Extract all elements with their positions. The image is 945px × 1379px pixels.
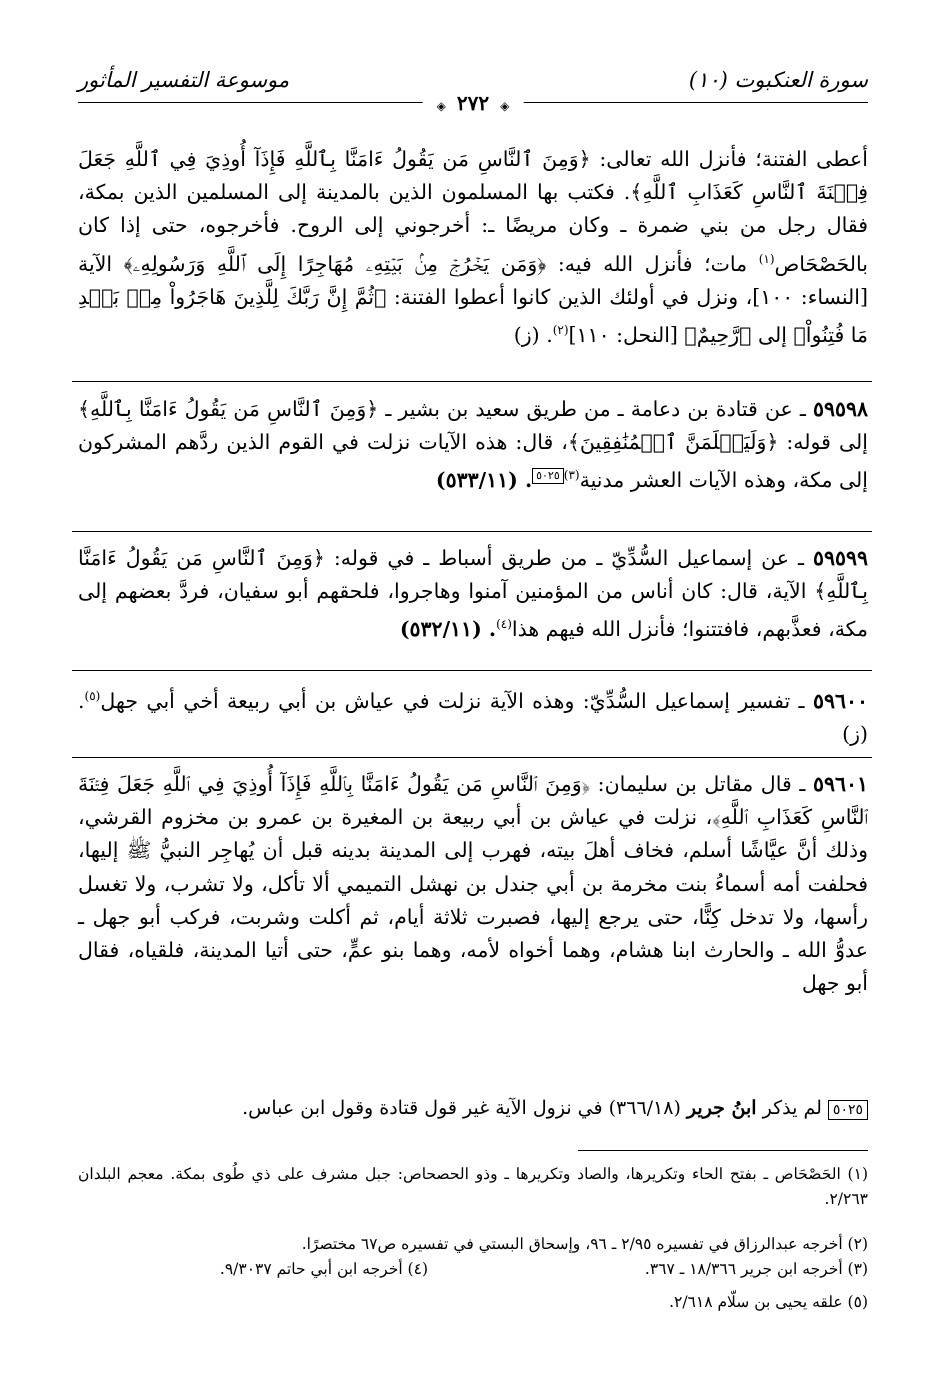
footnote-4: (٤) أخرجه ابن أبي حاتم ٩/٣٠٣٧. [219,1260,428,1278]
separator [72,531,872,532]
paragraph-end: . (ز) [78,688,868,747]
footnote-1: (١) الحَصْحَاص ـ بفتح الحاء وتكريرها، والصاد وتكريرها ـ وذو الحصحاص: جبل مشرف على ذي طُوى بمكة. معجم البلدان ٢/٢٦٣. [78,1165,868,1208]
footnote-5: (٥) علقه يحيى بن سلّام ٢/٦١٨. [669,1293,868,1311]
surah-title: سورة العنكبوت (١٠) [688,68,868,92]
paragraph-text: أعطى الفتنة؛ فأنزل الله تعالى: ﴿وَمِنَ ٱلنَّاسِ مَن يَقُولُ ءَامَنَّا بِٱللَّهِ فَإِذَآ أُوذِيَ فِي ٱللَّهِ جَعَلَ فِتۡنَةَ ٱلنَّاسِ كَعَذَابِ ٱللَّهِ﴾. فكتب بها المسلمون الذين بالمدينة إلى المسلمين الذين بمكة، فقال رجل من بني ضمرة ـ وكان مريضًا ـ: أخرجوني إلى الروح. فأخرجوه، حتى إذا كان بالحَصْحَاص [78,147,868,276]
footnote-ref: (٢) [552,322,569,337]
separator [72,381,872,382]
footnote-rule [578,1150,868,1151]
ornament-icon: ◈ [500,99,510,113]
footnote-2: (٢) أخرجه عبدالرزاق في تفسيره ٢/٩٥ ـ ٩٦، وإسحاق البستي في تفسيره ص٦٧ مختصرًا. [301,1235,868,1253]
volume-ref: . (٥٣٣/١١) [435,468,533,493]
footnote-ref: (٥) [84,689,101,703]
commentary-ref-box: ٥٠٢٥ [532,468,564,484]
page-number-box [423,91,524,115]
footnote-ref: (٣) [563,468,580,483]
narration-number: ٥٩٥٩٩ [812,546,868,570]
commentary-note [130,1094,868,1122]
separator [72,670,872,671]
ornament-icon: ◈ [436,99,446,113]
page-number: ٢٧٢ [456,91,490,115]
paragraph-end: . (ز) [513,322,553,347]
narration-59600 [78,680,868,751]
footnote-ref: (١) [758,251,775,266]
narration-text: ـ عن إسماعيل السُّدِّيّ ـ من طريق أسباط ـ في قوله: ﴿وَمِنَ ٱلنَّاسِ مَن يَقُولُ ءَامَنَّا بِٱللَّهِ﴾ الآية، قال: كان أناس من المؤمنين آمنوا وهاجروا، فلحقهم أبو سفيان، فردَّ بعضهم إلى مكة، فعذَّبهم، فافتتنوا؛ فأنزل الله فيهم هذا [78,546,868,642]
volume-ref: . (٥٣٢/١١) [399,617,497,642]
book-title: موسوعة التفسير المأثور [78,68,290,92]
narration-number: ٥٩٦٠١ [812,772,868,796]
commentary-author: ابنُ جرير [686,1097,757,1119]
footnote-3: (٣) أخرجه ابن جرير ١٨/٣٦٦ ـ ٣٦٧. [644,1260,868,1278]
separator [72,757,872,758]
narration-text: ـ قال مقاتل بن سليمان: ﴿وَمِنَ ٱلنَّاسِ مَن يَقُولُ ءَامَنَّا بِٱللَّهِ فَإِذَآ أُوذِيَ فِي ٱللَّهِ جَعَلَ فِتۡنَةَ ٱلنَّاسِ كَعَذَابِ ٱللَّهِ﴾، نزلت في عياش بن أبي ربيعة بن المغيرة بن عمرو بن مخزوم القرشي، وذلك أنَّ عيَّاشًا أسلم، فخاف أهلَ بيته، فهرب إلى المدينة بدينه قبل أن يُهاجِر النبيُّ ﷺ إليها، فحلفت أمه أسماءُ بنت مخرمة بن أبي جندل بن نهشل التميمي ألا تأكل، ولا تشرب، ولا تغسل رأسها، ولا تدخل كِنًّا، حتى يرجع إليها، فصبرت ثلاثة أيام، ثم أكلت وشربت، فركب أبو جهل ـ عدوُّ الله ـ والحارث ابنا هشام، وهما أخواه لأمه، وهما بنو عمٍّ، حتى أتيا المدينة، فلقياه، فقال أبو جهل [78,772,868,996]
commentary-text: (٣٦٦/١٨) في نزول الآية غير قول قتادة وقول ابن عباس. [242,1097,687,1119]
narration-text: ـ عن قتادة بن دعامة ـ من طريق سعيد بن بشير ـ ﴿وَمِنَ ٱلنَّاسِ مَن يَقُولُ ءَامَنَّا بِٱللَّهِ﴾ إلى قوله: ﴿وَلَيَعۡلَمَنَّ ٱلۡمُنَٰفِقِينَ﴾، قال: هذه الآيات نزلت في القوم الذين ردَّهم المشركون إلى مكة، وهذه الآيات العشر مدنية [78,397,868,493]
paragraph-continuation [78,143,868,352]
commentary-box: ٥٠٢٥ [828,1100,868,1120]
paragraph-text: مات؛ فأنزل الله فيه: ﴿وَمَن يَخۡرُجۡ مِنۢ بَيۡتِهِۦ مُهَاجِرًا إِلَى ٱللَّهِ وَرَسُولِهِۦ﴾ الآية [النساء: ١٠٠]، ونزل في أولئك الذين كانوا أعطوا الفتنة: ﴿ثُمَّ إِنَّ رَبَّكَ لِلَّذِينَ هَاجَرُواْ مِنۢ بَعۡدِ مَا فُتِنُواْ﴾ إلى ﴿رَّحِيمٌ﴾ [النحل: ١١٠] [78,251,868,347]
narration-number: ٥٩٦٠٠ [812,688,868,713]
narration-59599 [78,542,868,646]
narration-59598 [78,393,868,497]
page-header [78,60,868,122]
commentary-text: لم يذكر [756,1097,828,1119]
narration-59601 [78,768,868,1000]
narration-text: ـ تفسير إسماعيل السُّدِّيّ: وهذه الآية نزلت في عياش بن أبي ربيعة أخي أبي جهل [100,688,813,713]
footnote-ref: (٤) [496,617,512,632]
narration-number: ٥٩٥٩٨ [812,397,868,421]
footnote-3-4 [78,1257,868,1282]
